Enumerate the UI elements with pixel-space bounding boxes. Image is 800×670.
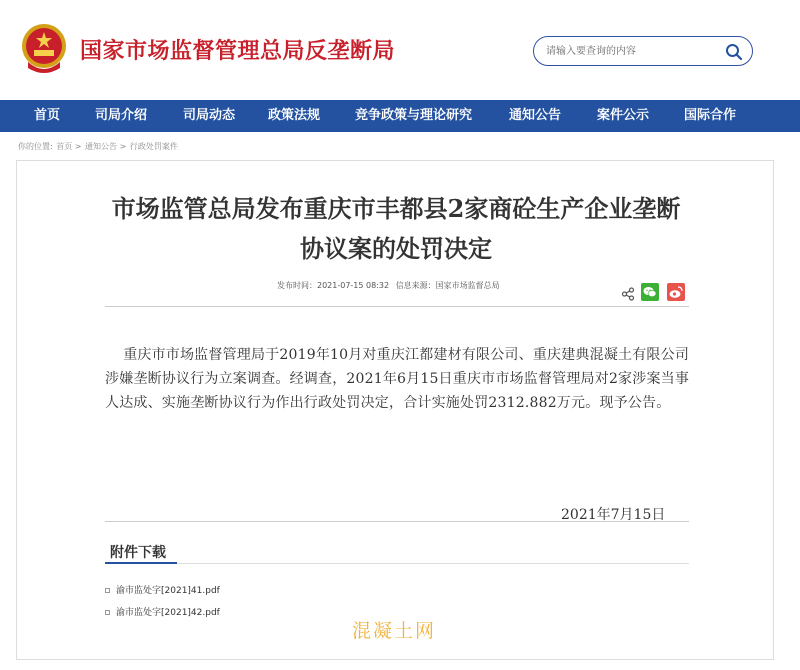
attachments-divider [105,563,689,564]
nav-item-policy-regulations[interactable]: 政策法规 [268,108,321,123]
attachment-link[interactable]: 渝市监处字[2021]41.pdf [116,586,220,596]
attachments-title: 附件下载 [110,545,166,561]
publish-time: 发布时间：2021-07-15 08:32 [277,281,390,290]
nav-item-home[interactable]: 首页 [34,108,61,123]
attachment-link[interactable]: 渝市监处字[2021]42.pdf [116,608,220,618]
article-meta [277,280,504,291]
nav-item-notices[interactable]: 通知公告 [509,108,562,123]
file-bullet-icon [105,588,110,593]
breadcrumb-current[interactable]: 行政处罚案件 [129,142,178,151]
breadcrumb [18,141,179,152]
breadcrumb-notices[interactable]: 通知公告 > [85,142,127,151]
article-title: 市场监管总局发布重庆市丰都县2家商砼生产企业垄断协议案的处罚决定 [111,194,681,263]
attachments-title-underline [105,562,177,564]
site-header [0,0,800,100]
search-icon[interactable] [724,42,744,62]
article-date: 2021年7月15日 [561,507,666,523]
weibo-share-icon[interactable] [667,283,685,301]
info-source: 信息来源：国家市场监督总局 [395,281,500,290]
attachment-list [105,584,220,628]
search-box [533,36,753,66]
main-nav [0,100,800,132]
nav-item-bureau-intro[interactable]: 司局介绍 [95,108,148,123]
watermark: 混凝土网 [352,620,437,642]
site-title[interactable]: 国家市场监督管理总局反垄断局 [80,39,396,64]
attachment-item[interactable] [105,584,220,606]
attachments-section [105,521,689,561]
nav-item-competition-policy[interactable]: 竞争政策与理论研究 [355,108,473,123]
national-emblem-icon [20,22,68,76]
nav-item-case-disclosure[interactable]: 案件公示 [597,108,650,123]
share-icon[interactable] [621,287,635,301]
article-body: 重庆市市场监督管理局于2019年10月对重庆江都建材有限公司、重庆建典混凝土有限公司涉嫌垄断协议行为立案调查。经调查，2021年6月15日重庆市市场监督管理局对2家涉案当事人达成、实施垄断协议行为作出行政处罚决定，合计实施处罚2312.882万元。现予公告。 [105,347,690,411]
file-bullet-icon [105,610,110,615]
wechat-share-icon[interactable] [641,283,659,301]
nav-item-international[interactable]: 国际合作 [684,108,737,123]
nav-item-bureau-news[interactable]: 司局动态 [183,108,236,123]
title-divider [105,306,689,307]
search-input[interactable] [546,43,716,60]
breadcrumb-home[interactable]: 首页 > [56,142,82,151]
article-container [16,160,774,660]
breadcrumb-prefix: 你的位置: [18,142,53,151]
attachment-item[interactable] [105,606,220,628]
